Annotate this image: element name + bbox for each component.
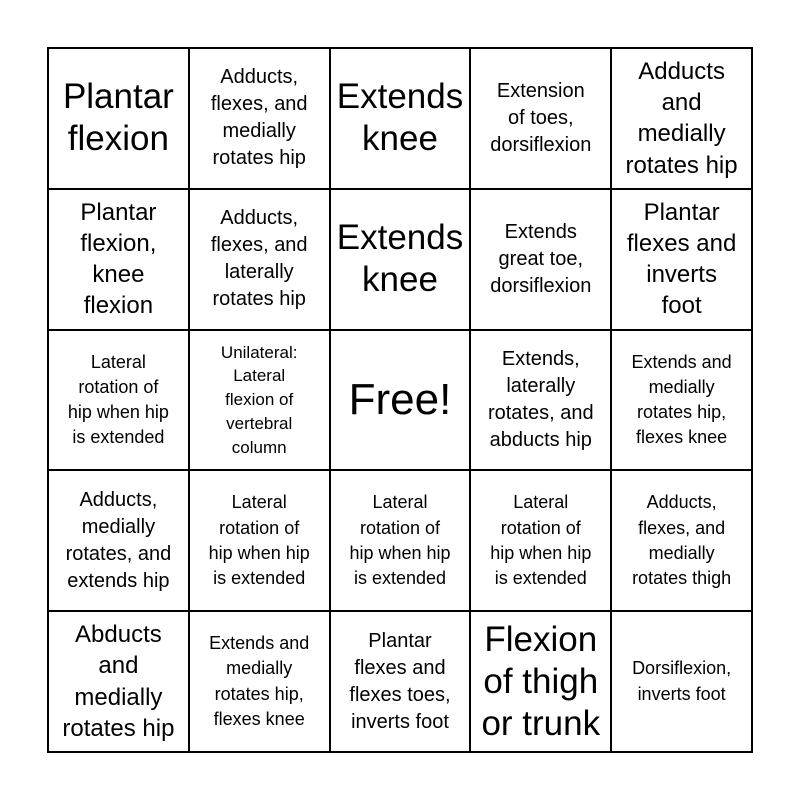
bingo-cell-r5c1[interactable]: Abducts and medially rotates hip — [48, 611, 189, 752]
bingo-cell-r4c2[interactable]: Lateral rotation of hip when hip is extended — [189, 470, 330, 611]
bingo-cell-r1c5[interactable]: Adducts and medially rotates hip — [611, 48, 752, 189]
bingo-cell-r2c5[interactable]: Plantar flexes and inverts foot — [611, 189, 752, 330]
bingo-cell-r1c1[interactable]: Plantar flexion — [48, 48, 189, 189]
bingo-cell-r1c4[interactable]: Extension of toes, dorsiflexion — [470, 48, 611, 189]
bingo-cell-r4c3[interactable]: Lateral rotation of hip when hip is extended — [330, 470, 471, 611]
bingo-cell-r5c5[interactable]: Dorsiflexion, inverts foot — [611, 611, 752, 752]
bingo-cell-r1c3[interactable]: Extends knee — [330, 48, 471, 189]
bingo-cell-r2c4[interactable]: Extends great toe, dorsiflexion — [470, 189, 611, 330]
bingo-cell-r3c1[interactable]: Lateral rotation of hip when hip is extended — [48, 330, 189, 471]
bingo-cell-r1c2[interactable]: Adducts, flexes, and medially rotates hip — [189, 48, 330, 189]
bingo-cell-r3c4[interactable]: Extends, laterally rotates, and abducts hip — [470, 330, 611, 471]
bingo-cell-r2c1[interactable]: Plantar flexion, knee flexion — [48, 189, 189, 330]
bingo-cell-r3c2[interactable]: Unilateral: Lateral flexion of vertebral column — [189, 330, 330, 471]
bingo-cell-r2c2[interactable]: Adducts, flexes, and laterally rotates hip — [189, 189, 330, 330]
bingo-cell-free[interactable]: Free! — [330, 330, 471, 471]
bingo-board — [47, 47, 753, 753]
bingo-cell-r4c4[interactable]: Lateral rotation of hip when hip is extended — [470, 470, 611, 611]
bingo-cell-r3c5[interactable]: Extends and medially rotates hip, flexes knee — [611, 330, 752, 471]
bingo-cell-r5c2[interactable]: Extends and medially rotates hip, flexes knee — [189, 611, 330, 752]
bingo-cell-r5c3[interactable]: Plantar flexes and flexes toes, inverts foot — [330, 611, 471, 752]
bingo-cell-r4c5[interactable]: Adducts, flexes, and medially rotates thigh — [611, 470, 752, 611]
bingo-cell-r4c1[interactable]: Adducts, medially rotates, and extends hip — [48, 470, 189, 611]
bingo-cell-r5c4[interactable]: Flexion of thigh or trunk — [470, 611, 611, 752]
bingo-cell-r2c3[interactable]: Extends knee — [330, 189, 471, 330]
